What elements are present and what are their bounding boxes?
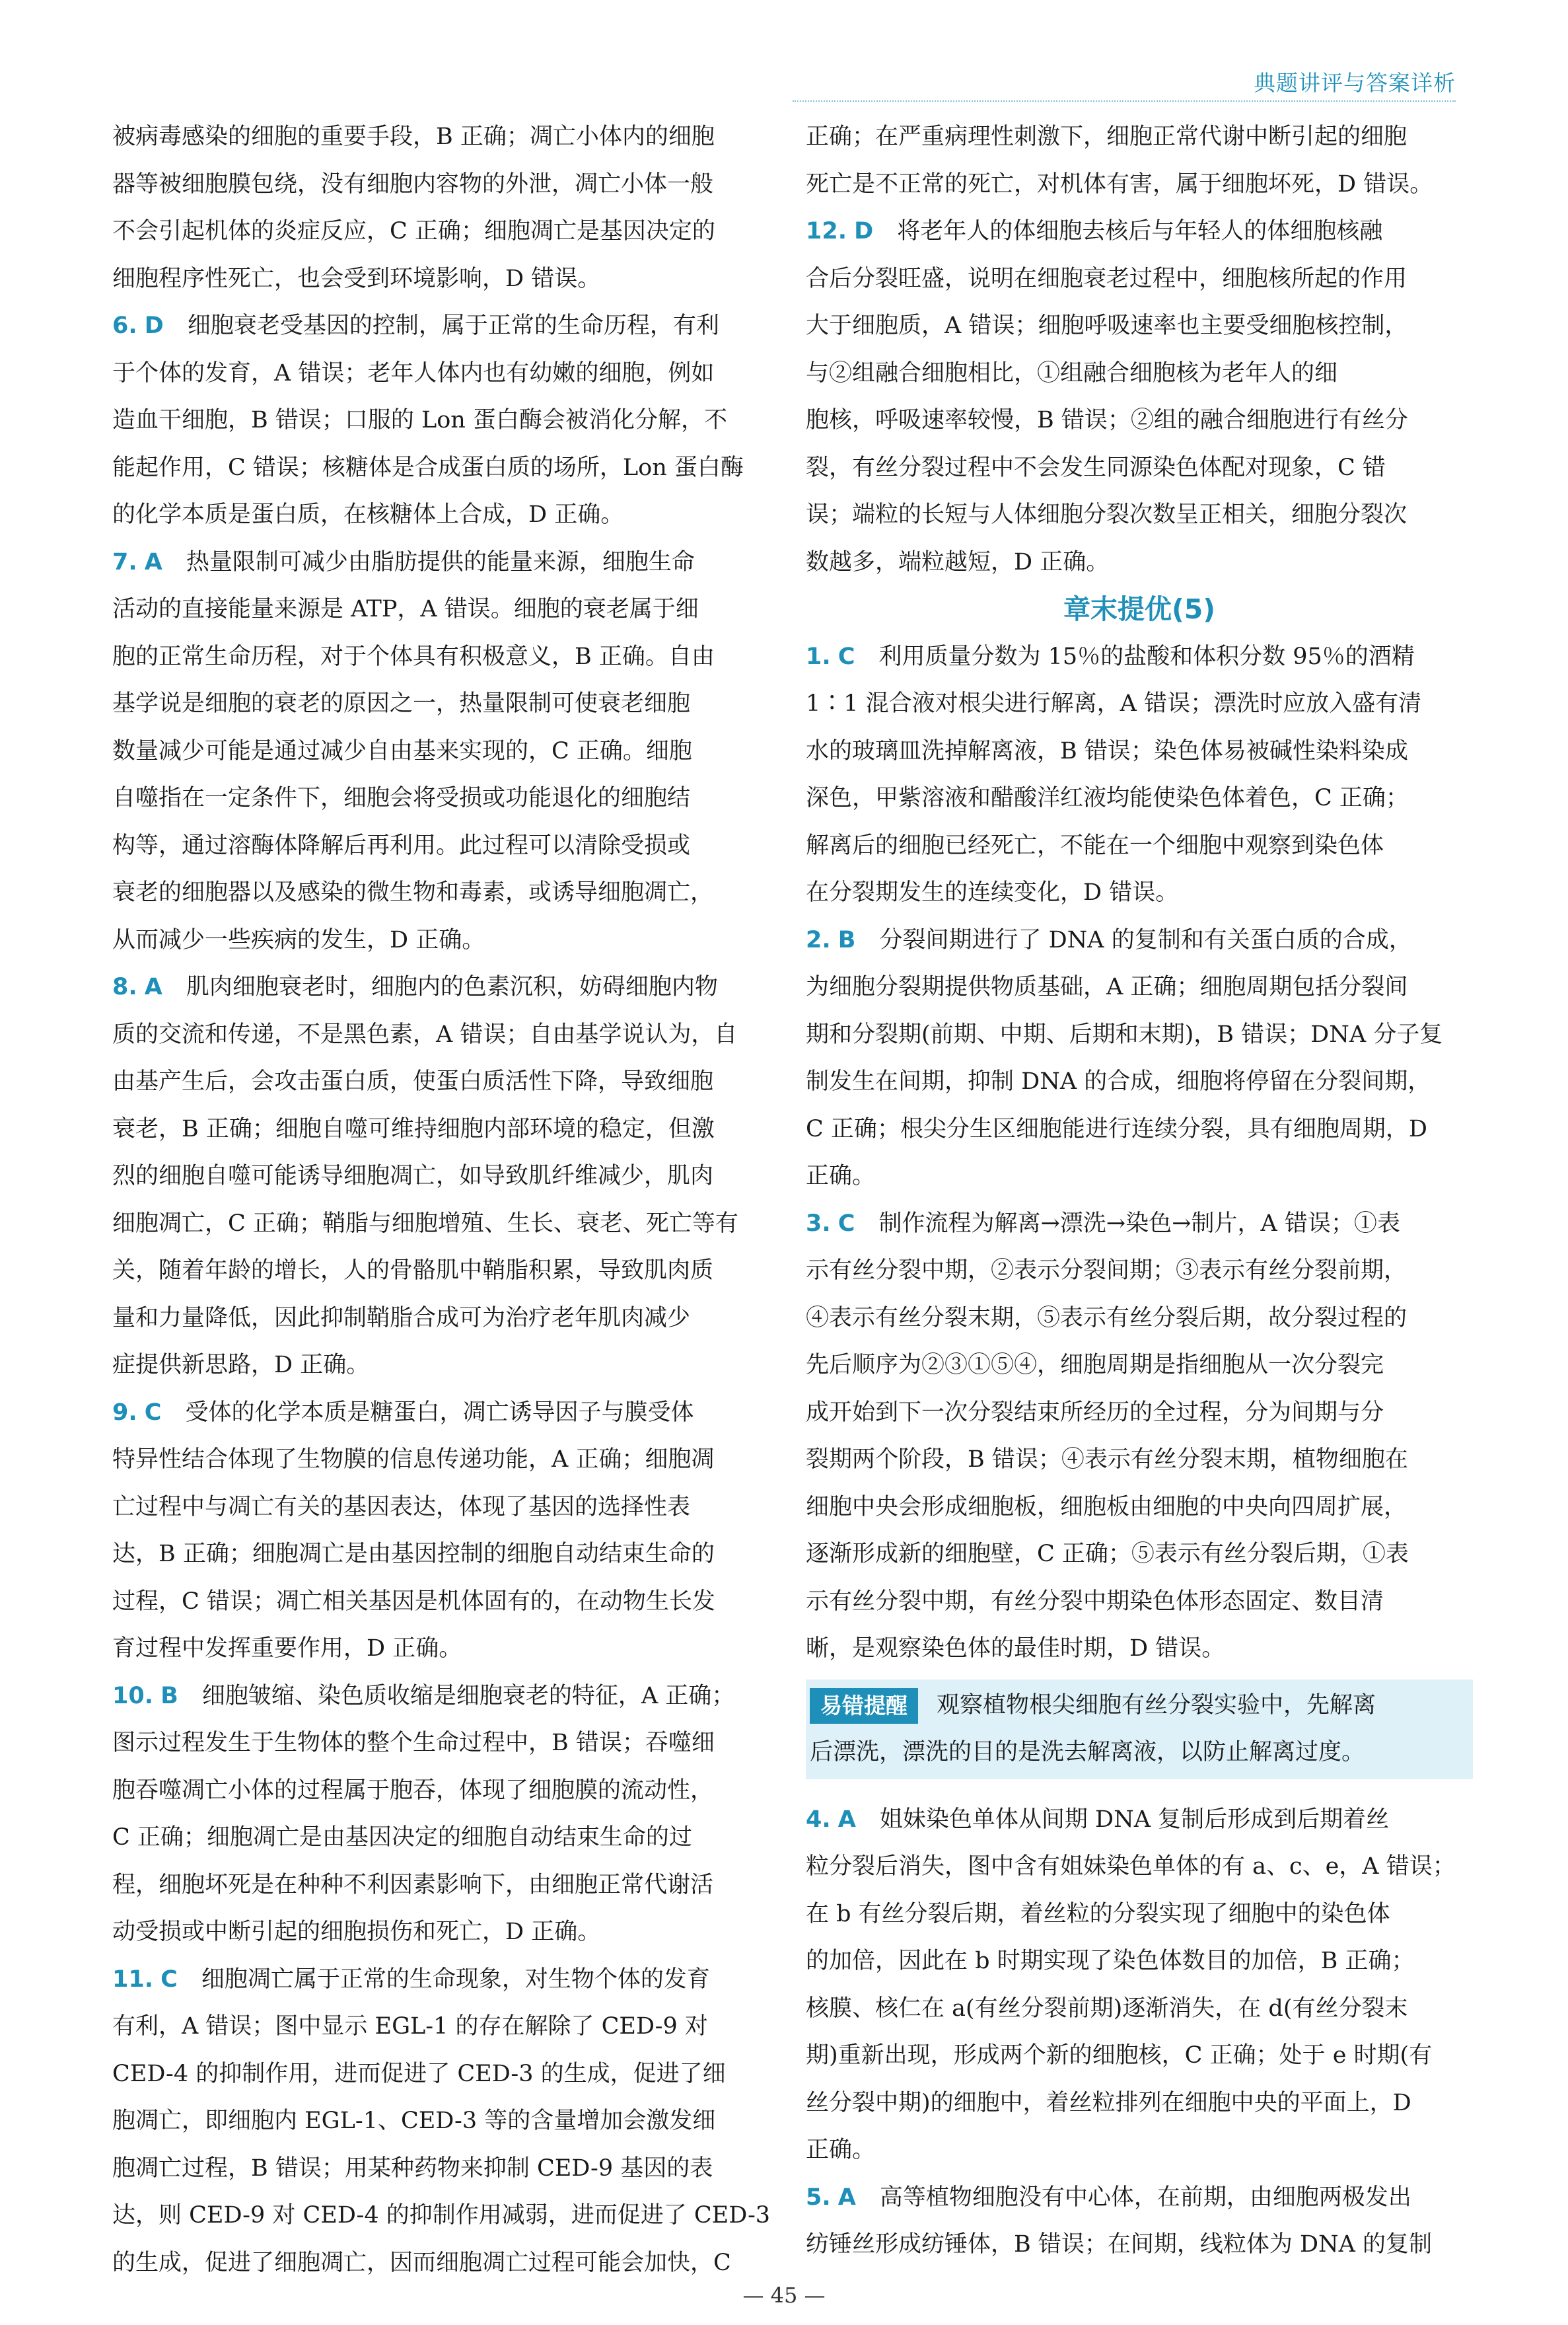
answer-item-first-line: [806, 1200, 1473, 1248]
answer-text-line: 过程，C 错误；凋亡相关基因是机体固有的，在动物生长发: [112, 1588, 715, 1615]
answer-text-line: 活动的直接能量来源是 ATP，A 错误。细胞的衰老属于细: [112, 596, 699, 622]
answer-text-line: 有利，A 错误；图中显示 EGL-1 的存在解除了 CED-9 对: [112, 2013, 708, 2040]
question-number: 4.: [806, 1806, 831, 1833]
answer-text-line: 基学说是细胞的衰老的原因之一，热量限制可使衰老细胞: [112, 690, 691, 717]
answer-text: 利用质量分数为 15％的盐酸和体积分数 95％的酒精: [878, 643, 1415, 670]
answer-text-line: 亡过程中与凋亡有关的基因表达，体现了基因的选择性表: [112, 1493, 691, 1520]
continued-text-line: 正确；在严重病理性刺激下，细胞正常代谢中断引起的细胞: [806, 124, 1408, 150]
question-number: 9.: [112, 1399, 137, 1426]
answer-letter: C: [837, 643, 855, 670]
continued-text-line: 不会引起机体的炎症反应，C 正确；细胞凋亡是基因决定的: [112, 218, 715, 244]
answer-text-line: 制发生在间期，抑制 DNA 的合成，细胞将停留在分裂间期，: [806, 1068, 1431, 1095]
answer-letter: A: [144, 974, 162, 1000]
answer-text-line: 先后顺序为②③①⑤④，细胞周期是指细胞从一次分裂完: [806, 1352, 1384, 1378]
answer-letter: B: [160, 1682, 178, 1709]
right-column: [806, 114, 1473, 2269]
answer-text-line: 成开始到下一次分裂结束所经历的全过程，分为间期与分: [806, 1399, 1384, 1426]
question-number: 3.: [806, 1210, 831, 1237]
question-number: 12.: [806, 218, 847, 244]
answer-text-line: 大于细胞质，A 错误；细胞呼吸速率也主要受细胞核控制，: [806, 313, 1408, 339]
answer-item-first-line: [112, 1389, 779, 1437]
answer-text-line: 动受损或中断引起的细胞损伤和死亡，D 正确。: [112, 1919, 601, 1945]
answer-text-line: 细胞凋亡，C 正确；鞘脂与细胞增殖、生长、衰老、死亡等有: [112, 1210, 738, 1237]
answer-letter: C: [160, 1966, 178, 1993]
answer-text-line: 胞核，呼吸速率较慢，B 错误；②组的融合细胞进行有丝分: [806, 407, 1408, 433]
answer-text-line: 能起作用，C 错误；核糖体是合成蛋白质的场所，Lon 蛋白酶: [112, 454, 744, 481]
answer-item-first-line: [112, 303, 779, 350]
answer-text-line: 达，则 CED-9 对 CED-4 的抑制作用减弱，进而促进了 CED-3: [112, 2202, 771, 2229]
answer-text-line: 关，随着年龄的增长，人的骨骼肌中鞘脂积累，导致肌肉质: [112, 1257, 714, 1284]
answer-text-line: 正确。: [806, 1163, 876, 1189]
question-number: 10.: [112, 1682, 154, 1709]
answer-text-line: 的生成，促进了细胞凋亡，因而细胞凋亡过程可能会加快，C: [112, 2249, 731, 2276]
answer-text-line: 晰，是观察染色体的最佳时期，D 错误。: [806, 1635, 1225, 1662]
answer-text-line: 胞凋亡过程，B 错误；用某种药物来抑制 CED-9 基因的表: [112, 2155, 713, 2182]
answer-text-line: 特异性结合体现了生物膜的信息传递功能，A 正确；细胞凋: [112, 1446, 715, 1473]
answer-text-line: 于个体的发育，A 错误；老年人体内也有幼嫩的细胞，例如: [112, 359, 715, 387]
answer-text-line: ④表示有丝分裂末期，⑤表示有丝分裂后期，故分裂过程的: [806, 1304, 1408, 1331]
answer-text-line: 水的玻璃皿洗掉解离液，B 错误；染色体易被碱性染料染成: [806, 737, 1408, 764]
answer-text-line: 逐渐形成新的细胞壁，C 正确；⑤表示有丝分裂后期，①表: [806, 1541, 1409, 1567]
answer-text-line: 期)重新出现，形成两个新的细胞核，C 正确；处于 e 时期(有: [806, 2042, 1433, 2069]
answer-text-line: 由基产生后，会攻击蛋白质，使蛋白质活性下降，导致细胞: [112, 1068, 714, 1095]
answer-text: 分裂间期进行了 DNA 的复制和有关蛋白质的合成，: [879, 926, 1412, 953]
header-divider: [793, 100, 1456, 102]
answer-text: 细胞凋亡属于正常的生命现象，对生物个体的发育: [201, 1966, 710, 1993]
answer-item-first-line: [806, 634, 1473, 681]
answer-letter: B: [837, 926, 856, 953]
answer-text-line: 数量减少可能是通过减少自由基来实现的，C 正确。细胞: [112, 737, 692, 764]
tip-label: 易错提醒: [810, 1688, 918, 1724]
continued-text-line: 死亡是不正常的死亡，对机体有害，属于细胞坏死，D 错误。: [806, 170, 1433, 198]
answer-letter: A: [837, 1806, 856, 1833]
answer-text-line: 质的交流和传递，不是黑色素，A 错误；自由基学说认为，自: [112, 1021, 738, 1048]
answer-letter: D: [144, 313, 164, 339]
answer-text: 肌肉细胞衰老时，细胞内的色素沉积，妨碍细胞内物: [186, 974, 718, 1000]
answer-text-line: 胞凋亡，即细胞内 EGL-1、CED-3 等的含量增加会激发细: [112, 2108, 716, 2134]
left-column: [112, 114, 779, 2287]
answer-item-first-line: [806, 208, 1473, 256]
tip-first-line: [806, 1682, 1473, 1730]
answer-text-line: 与②组融合细胞相比，①组融合细胞核为老年人的细: [806, 359, 1338, 387]
answer-text-line: 合后分裂旺盛，说明在细胞衰老过程中，细胞核所起的作用: [806, 265, 1408, 292]
answer-item-first-line: [806, 2174, 1473, 2222]
tip-text-line: 后漂洗，漂洗的目的是洗去解离液，以防止解离过度。: [810, 1739, 1365, 1765]
answer-text-line: 胞吞噬凋亡小体的过程属于胞吞，体现了细胞膜的流动性，: [112, 1777, 714, 1804]
answer-text: 热量限制可减少由脂肪提供的能量来源，细胞生命: [186, 548, 695, 575]
answer-text-line: 正确。: [806, 2137, 876, 2163]
answer-text-line: 1∶1 混合液对根尖进行解离，A 错误；漂洗时应放入盛有清: [806, 690, 1422, 717]
answer-text-line: 误；端粒的长短与人体细胞分裂次数呈正相关，细胞分裂次: [806, 501, 1408, 528]
answer-text-line: 核膜、核仁在 a(有丝分裂前期)逐渐消失，在 d(有丝分裂末: [806, 1995, 1408, 2022]
answer-text-line: 的加倍，因此在 b 时期实现了染色体数目的加倍，B 正确；: [806, 1948, 1415, 1974]
answer-text-line: 构等，通过溶酶体降解后再利用。此过程可以清除受损或: [112, 832, 691, 859]
answer-text-line: 胞的正常生命历程，对于个体具有积极意义，B 正确。自由: [112, 643, 715, 670]
continued-text-line: 被病毒感染的细胞的重要手段，B 正确；凋亡小体内的细胞: [112, 124, 715, 150]
answer-text-line: 示有丝分裂中期，有丝分裂中期染色体形态固定、数目清: [806, 1588, 1384, 1615]
answer-text-line: 深色，甲紫溶液和醋酸洋红液均能使染色体着色，C 正确；: [806, 785, 1409, 811]
question-number: 1.: [806, 643, 831, 670]
answer-text-line: 纺锤丝形成纺锤体，B 错误；在间期，线粒体为 DNA 的复制: [806, 2231, 1433, 2258]
answer-text-line: 解离后的细胞已经死亡，不能在一个细胞中观察到染色体: [806, 832, 1384, 859]
question-number: 11.: [112, 1966, 154, 1993]
answer-text-line: 裂，有丝分裂过程中不会发生同源染色体配对现象，C 错: [806, 454, 1386, 481]
answer-item-first-line: [112, 1956, 779, 2004]
answer-text-line: C 正确；根尖分生区细胞能进行连续分裂，具有细胞周期，D: [806, 1115, 1427, 1142]
continued-text-line: 器等被细胞膜包绕，没有细胞内容物的外泄，凋亡小体一般: [112, 170, 714, 198]
answer-text: 姐妹染色单体从间期 DNA 复制后形成到后期着丝: [879, 1806, 1390, 1833]
answer-text-line: 造血干细胞，B 错误；口服的 Lon 蛋白酶会被消化分解，不: [112, 407, 727, 433]
answer-text-line: 衰老的细胞器以及感染的微生物和毒素，或诱导细胞凋亡，: [112, 879, 714, 906]
answer-text-line: 症提供新思路，D 正确。: [112, 1352, 370, 1378]
question-number: 7.: [112, 548, 137, 575]
tip-text: 观察植物根尖细胞有丝分裂实验中，先解离: [937, 1691, 1376, 1718]
answer-text-line: 在 b 有丝分裂后期，着丝粒的分裂实现了细胞中的染色体: [806, 1900, 1390, 1927]
page-number: — 45 —: [742, 2283, 826, 2308]
answer-text-line: 量和力量降低，因此抑制鞘脂合成可为治疗老年肌肉减少: [112, 1304, 691, 1331]
answer-text-line: 为细胞分裂期提供物质基础，A 正确；细胞周期包括分裂间: [806, 974, 1408, 1000]
answer-text: 细胞衰老受基因的控制，属于正常的生命历程，有利: [187, 313, 719, 339]
answer-text: 制作流程为解离→漂洗→染色→制片，A 错误；①表: [878, 1210, 1400, 1237]
answer-text-line: 育过程中发挥重要作用，D 正确。: [112, 1635, 462, 1662]
answer-text-line: 细胞中央会形成细胞板，细胞板由细胞的中央向四周扩展，: [806, 1493, 1408, 1520]
question-number: 8.: [112, 974, 137, 1000]
answer-text-line: C 正确；细胞凋亡是由基因决定的细胞自动结束生命的过: [112, 1824, 692, 1851]
question-number: 5.: [806, 2184, 831, 2211]
answer-text: 细胞皱缩、染色质收缩是细胞衰老的特征，A 正确；: [201, 1682, 735, 1709]
answer-letter: A: [144, 548, 162, 575]
answer-item-first-line: [112, 539, 779, 587]
tip-box: [806, 1679, 1473, 1779]
question-number: 2.: [806, 926, 831, 953]
answer-text-line: 丝分裂中期)的细胞中，着丝粒排列在细胞中央的平面上，D: [806, 2089, 1411, 2116]
answer-letter: D: [854, 218, 874, 244]
answer-text-line: 粒分裂后消失，图中含有姐妹染色单体的有 a、c、e，A 错误；: [806, 1853, 1456, 1880]
answer-letter: C: [837, 1210, 855, 1237]
answer-text-line: 自噬指在一定条件下，细胞会将受损或功能退化的细胞结: [112, 785, 691, 811]
answer-item-first-line: [112, 964, 779, 1012]
answer-text-line: 图示过程发生于生物体的整个生命过程中，B 错误；吞噬细: [112, 1730, 715, 1756]
answer-text-line: 程，细胞坏死是在种种不利因素影响下，由细胞正常代谢活: [112, 1871, 714, 1898]
answer-text-line: 的化学本质是蛋白质，在核糖体上合成，D 正确。: [112, 501, 624, 528]
answer-text: 受体的化学本质是糖蛋白，凋亡诱导因子与膜受体: [185, 1399, 694, 1426]
answer-item-first-line: [806, 1796, 1473, 1844]
answer-letter: C: [144, 1399, 162, 1426]
answer-text-line: 示有丝分裂中期，②表示分裂间期；③表示有丝分裂前期，: [806, 1257, 1408, 1284]
answer-text-line: 达，B 正确；细胞凋亡是由基因控制的细胞自动结束生命的: [112, 1541, 715, 1567]
answer-item-first-line: [806, 917, 1473, 965]
answer-text-line: CED-4 的抑制作用，进而促进了 CED-3 的生成，促进了细: [112, 2060, 726, 2087]
answer-text-line: 数越多，端粒越短，D 正确。: [806, 548, 1110, 575]
answer-item-first-line: [112, 1673, 779, 1720]
answer-text-line: 衰老，B 正确；细胞自噬可维持细胞内部环境的稳定，但激: [112, 1115, 715, 1142]
answer-text-line: 裂期两个阶段，B 错误；④表示有丝分裂末期，植物细胞在: [806, 1446, 1408, 1473]
answer-text: 将老年人的体细胞去核后与年轻人的体细胞核融: [897, 218, 1383, 244]
answer-text-line: 从而减少一些疾病的发生，D 正确。: [112, 926, 485, 953]
answer-text-line: 在分裂期发生的连续变化，D 错误。: [806, 879, 1179, 906]
answer-text-line: 期和分裂期(前期、中期、后期和末期)，B 错误；DNA 分子复: [806, 1021, 1443, 1048]
continued-text-line: 细胞程序性死亡，也会受到环境影响，D 错误。: [112, 265, 601, 292]
answer-letter: A: [837, 2184, 856, 2211]
answer-text: 高等植物细胞没有中心体，在前期，由细胞两极发出: [879, 2184, 1411, 2211]
answer-text-line: 烈的细胞自噬可能诱导细胞凋亡，如导致肌纤维减少，肌肉: [112, 1163, 714, 1189]
running-header: 典题讲评与答案详析: [1254, 70, 1456, 96]
section-title: 章末提优(5): [1063, 593, 1215, 625]
question-number: 6.: [112, 313, 137, 339]
